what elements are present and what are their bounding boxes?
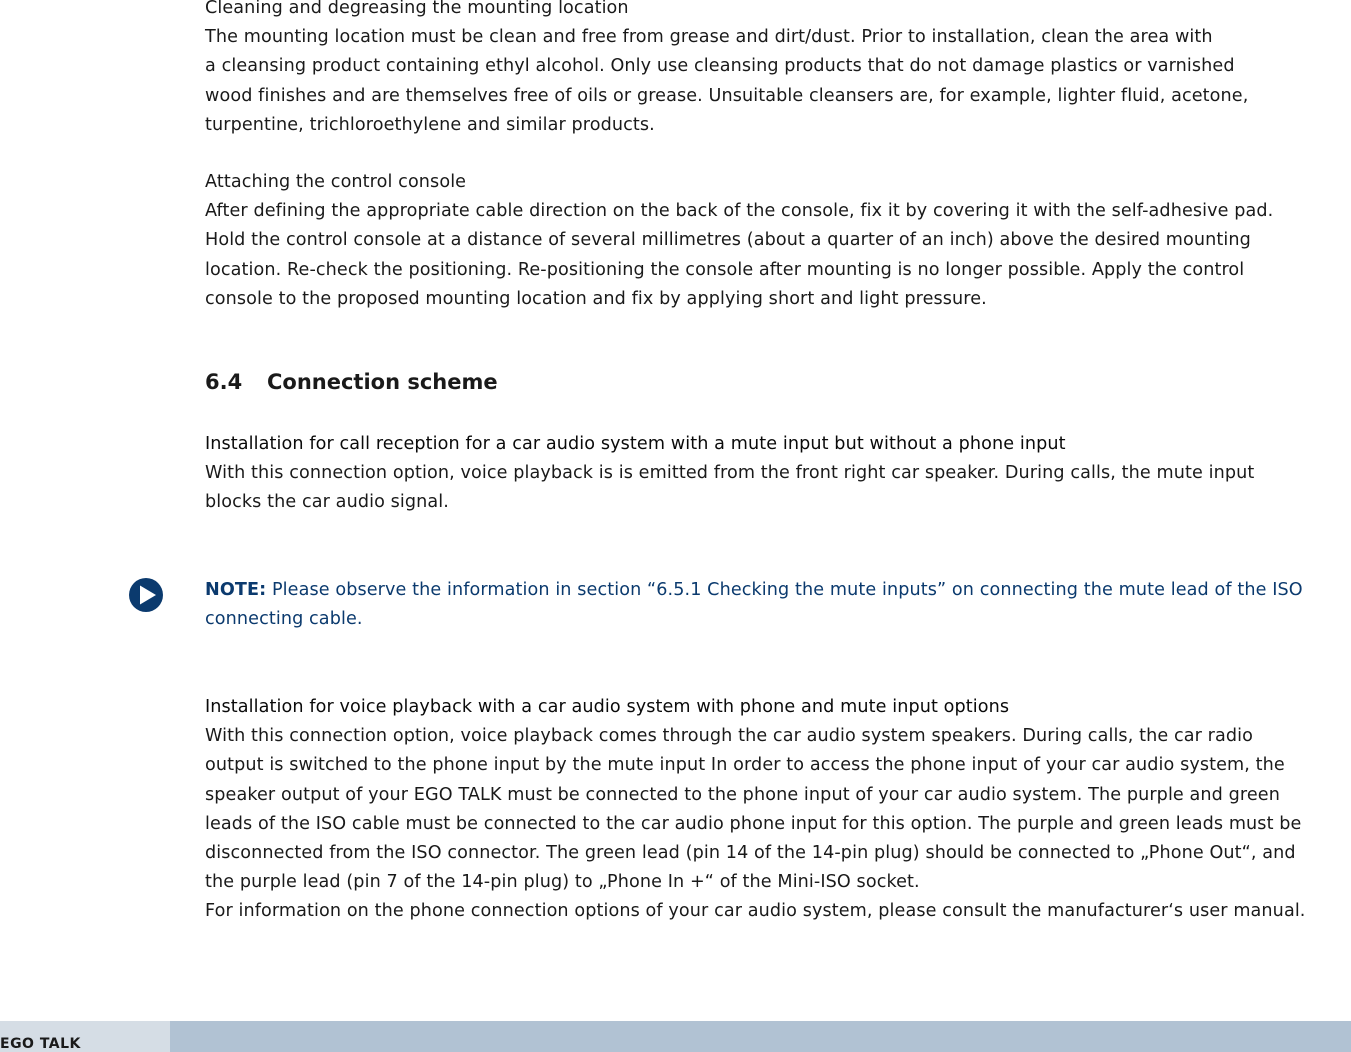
- attaching-text-line: Hold the control console at a distance of several millimetres (about a quarter of an inch) above the desired mounting: [205, 230, 1251, 251]
- cleaning-text-line: The mounting location must be clean and free from grease and dirt/dust. Prior to installation, clean the area with: [205, 27, 1213, 48]
- mute-option-heading: Installation for call reception for a car audio system with a mute input but without a phone input: [205, 434, 1066, 454]
- cleaning-text-line: wood finishes and are themselves free of oils or grease. Unsuitable cleansers are, for example, lighter fluid, acetone,: [205, 85, 1249, 106]
- phone-option-text-line: disconnected from the ISO connector. The green lead (pin 14 of the 14-pin plug) should be connected to „Phone Out“, and: [205, 843, 1296, 864]
- note-callout: [205, 576, 1351, 634]
- phone-option-text-line: leads of the ISO cable must be connected to the car audio phone input for this option. The purple and green leads must be: [205, 813, 1302, 834]
- section-title-text: Connection scheme: [267, 370, 498, 394]
- mute-option-section: [205, 430, 1351, 518]
- footer-product-label: EGO TALK: [0, 1036, 81, 1052]
- cleaning-heading: Cleaning and degreasing the mounting location: [205, 0, 629, 18]
- phone-option-heading: Installation for voice playback with a car audio system with phone and mute input options: [205, 697, 1010, 717]
- phone-option-text-line: For information on the phone connection options of your car audio system, please consult the manufacturer‘s user manual.: [205, 901, 1306, 922]
- play-arrow-circle-icon: [128, 577, 164, 613]
- mute-option-text-line: With this connection option, voice playback is is emitted from the front right car speaker. During calls, the mute input: [205, 463, 1255, 484]
- phone-option-text-line: output is switched to the phone input by the mute input In order to access the phone input of your car audio system, the: [205, 755, 1285, 776]
- footer-band-right: [170, 1021, 1351, 1052]
- cleaning-section: [205, 0, 1351, 140]
- cleaning-text-line: a cleansing product containing ethyl alcohol. Only use cleansing products that do not damage plastics or varnished: [205, 56, 1235, 77]
- attaching-text-line: console to the proposed mounting location and fix by applying short and light pressure.: [205, 288, 987, 309]
- section-title: [205, 370, 498, 394]
- attaching-text-line: location. Re-check the positioning. Re-positioning the console after mounting is no longer possible. Apply the control: [205, 259, 1245, 280]
- phone-option-text-line: speaker output of your EGO TALK must be connected to the phone input of your car audio system. The purple and green: [205, 784, 1280, 805]
- note-label: NOTE:: [205, 580, 267, 600]
- attaching-heading: Attaching the control console: [205, 172, 467, 192]
- attaching-section: [205, 168, 1351, 314]
- attaching-text-line: After defining the appropriate cable direction on the back of the console, fix it by covering it with the self-adhesive pad.: [205, 201, 1274, 222]
- note-text-continued: connecting cable.: [205, 609, 363, 630]
- section-number: 6.4: [205, 370, 243, 394]
- cleaning-text-line: turpentine, trichloroethylene and similar products.: [205, 114, 655, 135]
- phone-option-section: [205, 693, 1351, 927]
- phone-option-text-line: With this connection option, voice playback comes through the car audio system speakers. During calls, the car radio: [205, 726, 1253, 747]
- mute-option-text-line: blocks the car audio signal.: [205, 492, 449, 513]
- note-text: Please observe the information in section “6.5.1 Checking the mute inputs” on connecting the mute lead of the ISO: [271, 580, 1303, 600]
- phone-option-text-line: the purple lead (pin 7 of the 14-pin plug) to „Phone In +“ of the Mini-ISO socket.: [205, 872, 920, 893]
